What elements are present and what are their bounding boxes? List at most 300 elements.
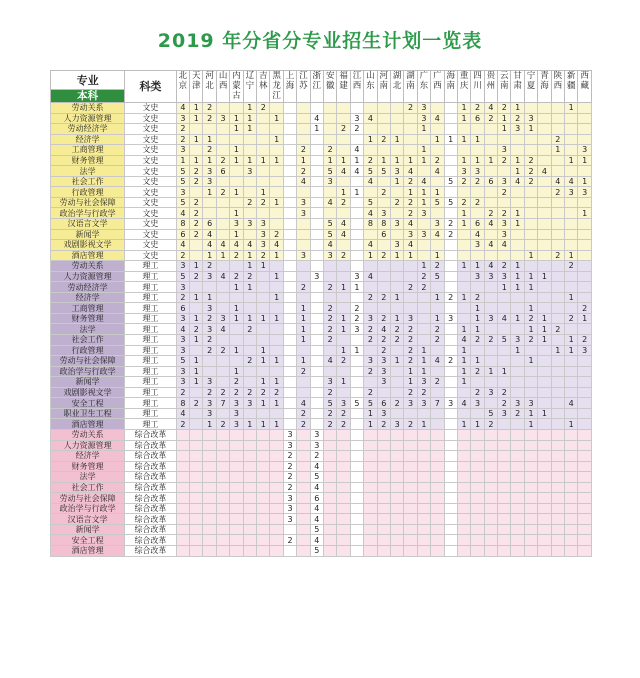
- quota-cell: 3: [417, 377, 430, 388]
- quota-cell: 4: [471, 229, 484, 240]
- province-char: 甘: [513, 71, 522, 81]
- quota-cell: 3: [511, 335, 524, 346]
- quota-cell: [270, 219, 283, 230]
- category-name: 理工: [125, 387, 177, 398]
- quota-cell: [511, 145, 524, 156]
- quota-cell: [310, 134, 323, 145]
- quota-cell: 2: [390, 335, 403, 346]
- quota-cell: 2: [471, 335, 484, 346]
- province-char: 北: [205, 81, 214, 91]
- quota-cell: 1: [498, 113, 511, 124]
- quota-cell: [324, 134, 337, 145]
- quota-cell: 1: [511, 313, 524, 324]
- province-header: [377, 71, 390, 103]
- quota-cell: [417, 482, 430, 493]
- table-row: [51, 155, 592, 166]
- quota-cell: [364, 187, 377, 198]
- quota-cell: [538, 419, 551, 430]
- quota-cell: [230, 197, 243, 208]
- quota-cell: [498, 545, 511, 556]
- quota-cell: [431, 472, 444, 483]
- quota-cell: [471, 524, 484, 535]
- major-name: 人力资源管理: [51, 113, 125, 124]
- quota-cell: [404, 292, 417, 303]
- quota-cell: [578, 440, 592, 451]
- quota-cell: 1: [565, 345, 578, 356]
- quota-cell: [257, 113, 270, 124]
- province-header: [404, 71, 417, 103]
- quota-cell: [257, 208, 270, 219]
- quota-cell: [283, 292, 296, 303]
- quota-cell: 3: [203, 377, 216, 388]
- quota-cell: [203, 197, 216, 208]
- quota-cell: [364, 524, 377, 535]
- quota-cell: 3: [283, 493, 296, 504]
- quota-cell: [216, 524, 229, 535]
- quota-cell: [243, 472, 256, 483]
- quota-cell: 2: [176, 387, 189, 398]
- quota-cell: [565, 366, 578, 377]
- quota-cell: [565, 219, 578, 230]
- quota-cell: 2: [551, 134, 564, 145]
- quota-cell: [431, 240, 444, 251]
- quota-cell: [538, 240, 551, 251]
- quota-cell: [390, 451, 403, 462]
- quota-cell: [270, 440, 283, 451]
- quota-cell: [484, 440, 497, 451]
- quota-cell: 1: [190, 103, 203, 114]
- quota-cell: 4: [565, 176, 578, 187]
- quota-cell: 2: [404, 197, 417, 208]
- quota-cell: 1: [230, 113, 243, 124]
- province-char: 吉: [258, 71, 268, 81]
- quota-cell: [203, 440, 216, 451]
- quota-cell: [377, 176, 390, 187]
- quota-cell: [297, 535, 310, 546]
- quota-cell: [324, 208, 337, 219]
- quota-cell: 3: [417, 208, 430, 219]
- quota-cell: 2: [364, 366, 377, 377]
- quota-cell: [484, 514, 497, 525]
- quota-cell: [310, 208, 323, 219]
- quota-cell: [337, 387, 350, 398]
- quota-cell: [283, 187, 296, 198]
- quota-cell: [337, 240, 350, 251]
- quota-cell: 3: [498, 219, 511, 230]
- province-char: 贵: [486, 71, 496, 81]
- quota-cell: [350, 197, 363, 208]
- quota-cell: [203, 356, 216, 367]
- quota-cell: 1: [511, 345, 524, 356]
- quota-cell: [565, 503, 578, 514]
- quota-cell: [270, 261, 283, 272]
- province-char: 林: [258, 81, 268, 91]
- quota-cell: 2: [565, 313, 578, 324]
- quota-cell: [310, 176, 323, 187]
- quota-cell: 3: [176, 145, 189, 156]
- quota-cell: [350, 545, 363, 556]
- major-name: 戏剧影视文学: [51, 240, 125, 251]
- quota-cell: 2: [431, 324, 444, 335]
- quota-cell: [578, 124, 592, 135]
- quota-cell: [498, 461, 511, 472]
- quota-cell: 4: [417, 176, 430, 187]
- quota-cell: [216, 261, 229, 272]
- province-char: 川: [473, 81, 482, 91]
- quota-cell: [444, 303, 457, 314]
- quota-cell: 2: [324, 387, 337, 398]
- quota-cell: [377, 271, 390, 282]
- quota-cell: [283, 313, 296, 324]
- province-char: 龙: [272, 81, 281, 91]
- major-name: 新闻学: [51, 377, 125, 388]
- quota-cell: 1: [270, 377, 283, 388]
- quota-cell: 5: [176, 176, 189, 187]
- quota-cell: [270, 493, 283, 504]
- quota-cell: [498, 451, 511, 462]
- province-char: 山: [366, 71, 375, 81]
- quota-cell: 2: [498, 208, 511, 219]
- quota-cell: [431, 440, 444, 451]
- province-header: [471, 71, 484, 103]
- quota-cell: [484, 429, 497, 440]
- quota-cell: 5: [176, 197, 189, 208]
- quota-cell: [484, 282, 497, 293]
- quota-cell: 1: [230, 345, 243, 356]
- quota-cell: 1: [190, 377, 203, 388]
- quota-cell: 2: [324, 408, 337, 419]
- quota-cell: [243, 440, 256, 451]
- quota-cell: [190, 472, 203, 483]
- quota-cell: 2: [176, 124, 189, 135]
- quota-cell: [498, 482, 511, 493]
- quota-cell: 2: [350, 303, 363, 314]
- quota-cell: [203, 503, 216, 514]
- table-row: [51, 366, 592, 377]
- quota-cell: [216, 303, 229, 314]
- quota-cell: [283, 261, 296, 272]
- quota-cell: [524, 503, 537, 514]
- quota-cell: [377, 303, 390, 314]
- major-name: 政治学与行政学: [51, 208, 125, 219]
- quota-cell: 1: [310, 124, 323, 135]
- quota-cell: [565, 356, 578, 367]
- quota-cell: [578, 472, 592, 483]
- quota-cell: [457, 493, 470, 504]
- quota-cell: [431, 408, 444, 419]
- quota-cell: [216, 493, 229, 504]
- quota-cell: 2: [203, 335, 216, 346]
- quota-cell: [538, 451, 551, 462]
- quota-cell: [270, 124, 283, 135]
- quota-cell: 4: [176, 324, 189, 335]
- quota-cell: 6: [377, 229, 390, 240]
- quota-cell: 3: [377, 366, 390, 377]
- quota-cell: 1: [203, 292, 216, 303]
- quota-cell: [324, 451, 337, 462]
- quota-cell: 4: [203, 229, 216, 240]
- quota-cell: 1: [524, 250, 537, 261]
- quota-cell: [364, 514, 377, 525]
- quota-cell: [216, 219, 229, 230]
- quota-cell: [176, 514, 189, 525]
- quota-cell: [257, 292, 270, 303]
- quota-cell: 4: [176, 103, 189, 114]
- major-name: 职业卫生工程: [51, 408, 125, 419]
- quota-cell: [350, 429, 363, 440]
- quota-cell: 2: [337, 250, 350, 261]
- quota-cell: [390, 387, 403, 398]
- quota-cell: [364, 482, 377, 493]
- quota-cell: [390, 113, 403, 124]
- quota-cell: [444, 124, 457, 135]
- table-row: [51, 134, 592, 145]
- quota-cell: [337, 535, 350, 546]
- quota-cell: [471, 461, 484, 472]
- category-name: 综合改革: [125, 535, 177, 546]
- quota-cell: [457, 187, 470, 198]
- quota-cell: [377, 197, 390, 208]
- category-name: 文史: [125, 208, 177, 219]
- province-header: [431, 71, 444, 103]
- benke-label: 本科: [51, 90, 125, 103]
- quota-cell: [551, 535, 564, 546]
- quota-cell: 1: [578, 313, 592, 324]
- quota-cell: 7: [216, 398, 229, 409]
- quota-cell: 2: [377, 313, 390, 324]
- quota-cell: [457, 303, 470, 314]
- quota-cell: [471, 503, 484, 514]
- province-header: [538, 71, 551, 103]
- quota-cell: [337, 451, 350, 462]
- quota-cell: [471, 408, 484, 419]
- quota-cell: [551, 356, 564, 367]
- quota-cell: 4: [431, 229, 444, 240]
- quota-cell: [216, 429, 229, 440]
- quota-cell: [216, 514, 229, 525]
- quota-cell: 3: [364, 313, 377, 324]
- quota-cell: [444, 451, 457, 462]
- quota-cell: [457, 145, 470, 156]
- quota-cell: [243, 377, 256, 388]
- quota-cell: [511, 197, 524, 208]
- quota-cell: 1: [471, 303, 484, 314]
- quota-cell: [498, 292, 511, 303]
- quota-cell: 3: [176, 187, 189, 198]
- quota-cell: [283, 366, 296, 377]
- quota-cell: [216, 451, 229, 462]
- province-char: 建: [339, 81, 348, 91]
- quota-cell: 4: [431, 356, 444, 367]
- province-char: 庆: [459, 81, 469, 91]
- quota-cell: [498, 356, 511, 367]
- quota-cell: [297, 187, 310, 198]
- category-header: 科类: [125, 71, 177, 103]
- quota-cell: [444, 535, 457, 546]
- table-row: [51, 514, 592, 525]
- quota-cell: [364, 429, 377, 440]
- quota-cell: 2: [364, 292, 377, 303]
- major-name: 经济学: [51, 134, 125, 145]
- table-row: [51, 535, 592, 546]
- quota-cell: 4: [484, 219, 497, 230]
- quota-cell: 2: [444, 356, 457, 367]
- quota-cell: [404, 113, 417, 124]
- quota-cell: 1: [471, 324, 484, 335]
- quota-cell: [350, 408, 363, 419]
- quota-cell: [511, 303, 524, 314]
- quota-cell: 1: [524, 303, 537, 314]
- quota-cell: 2: [390, 398, 403, 409]
- province-char: 安: [325, 71, 335, 81]
- quota-cell: 8: [377, 219, 390, 230]
- quota-cell: [551, 261, 564, 272]
- quota-cell: [324, 261, 337, 272]
- quota-cell: 1: [484, 155, 497, 166]
- quota-cell: 4: [176, 208, 189, 219]
- quota-cell: [337, 440, 350, 451]
- major-name: 汉语言文学: [51, 219, 125, 230]
- quota-cell: [471, 187, 484, 198]
- quota-cell: 2: [364, 155, 377, 166]
- quota-cell: 1: [203, 250, 216, 261]
- quota-cell: 3: [524, 113, 537, 124]
- quota-cell: [257, 503, 270, 514]
- quota-cell: 6: [471, 113, 484, 124]
- quota-cell: 3: [524, 398, 537, 409]
- quota-cell: [310, 366, 323, 377]
- quota-cell: [484, 545, 497, 556]
- quota-cell: [551, 493, 564, 504]
- quota-cell: [190, 145, 203, 156]
- quota-cell: [324, 113, 337, 124]
- quota-cell: [524, 451, 537, 462]
- quota-cell: [565, 324, 578, 335]
- quota-cell: [551, 545, 564, 556]
- quota-cell: [457, 461, 470, 472]
- quota-cell: [350, 514, 363, 525]
- quota-cell: 2: [216, 155, 229, 166]
- quota-cell: 3: [203, 271, 216, 282]
- quota-cell: 1: [431, 313, 444, 324]
- category-name: 文史: [125, 197, 177, 208]
- quota-cell: 2: [364, 335, 377, 346]
- quota-cell: [364, 145, 377, 156]
- quota-cell: 2: [524, 176, 537, 187]
- quota-cell: [297, 124, 310, 135]
- quota-cell: [578, 229, 592, 240]
- quota-cell: [377, 524, 390, 535]
- quota-cell: [283, 271, 296, 282]
- quota-cell: [216, 408, 229, 419]
- quota-cell: 2: [190, 166, 203, 177]
- quota-cell: [203, 429, 216, 440]
- quota-cell: 4: [538, 166, 551, 177]
- quota-cell: [578, 366, 592, 377]
- quota-cell: [551, 124, 564, 135]
- quota-cell: [297, 261, 310, 272]
- quota-cell: [243, 451, 256, 462]
- quota-cell: 3: [283, 429, 296, 440]
- quota-cell: [203, 282, 216, 293]
- quota-cell: 2: [297, 408, 310, 419]
- quota-cell: 4: [310, 461, 323, 472]
- quota-cell: 2: [444, 219, 457, 230]
- table-row: [51, 493, 592, 504]
- major-name: 政治学与行政学: [51, 366, 125, 377]
- quota-cell: [578, 535, 592, 546]
- quota-cell: 1: [377, 155, 390, 166]
- quota-cell: [511, 472, 524, 483]
- province-header: [176, 71, 189, 103]
- quota-cell: [484, 377, 497, 388]
- quota-cell: [337, 208, 350, 219]
- quota-cell: [190, 345, 203, 356]
- quota-cell: [484, 250, 497, 261]
- quota-cell: 3: [257, 240, 270, 251]
- quota-cell: [257, 324, 270, 335]
- quota-cell: [203, 461, 216, 472]
- quota-cell: 2: [524, 313, 537, 324]
- quota-cell: [578, 356, 592, 367]
- quota-cell: [578, 408, 592, 419]
- quota-cell: [538, 503, 551, 514]
- quota-cell: [176, 545, 189, 556]
- quota-cell: [364, 261, 377, 272]
- quota-cell: [498, 429, 511, 440]
- table-row: [51, 377, 592, 388]
- quota-cell: [390, 345, 403, 356]
- quota-cell: [216, 197, 229, 208]
- quota-cell: [257, 524, 270, 535]
- quota-cell: 1: [297, 356, 310, 367]
- quota-cell: [337, 493, 350, 504]
- category-name: 文史: [125, 145, 177, 156]
- quota-cell: [578, 451, 592, 462]
- province-char: 湖: [406, 71, 415, 81]
- quota-cell: [190, 250, 203, 261]
- quota-cell: [565, 451, 578, 462]
- quota-cell: [390, 545, 403, 556]
- quota-cell: [324, 366, 337, 377]
- quota-cell: 5: [176, 356, 189, 367]
- quota-cell: 2: [511, 113, 524, 124]
- quota-cell: 4: [404, 240, 417, 251]
- quota-cell: 1: [270, 134, 283, 145]
- province-char: 藏: [580, 81, 589, 91]
- province-char: 北: [392, 81, 402, 91]
- quota-cell: [511, 461, 524, 472]
- quota-cell: 5: [431, 271, 444, 282]
- quota-cell: 1: [524, 282, 537, 293]
- quota-cell: 1: [257, 356, 270, 367]
- quota-cell: [417, 503, 430, 514]
- quota-cell: [337, 366, 350, 377]
- quota-cell: [484, 503, 497, 514]
- quota-cell: 2: [471, 366, 484, 377]
- quota-cell: [457, 514, 470, 525]
- province-header: [565, 71, 578, 103]
- quota-cell: 2: [350, 313, 363, 324]
- quota-cell: [417, 451, 430, 462]
- quota-cell: [498, 377, 511, 388]
- quota-cell: [511, 493, 524, 504]
- quota-cell: [390, 145, 403, 156]
- quota-cell: 2: [190, 197, 203, 208]
- quota-cell: 1: [257, 377, 270, 388]
- quota-cell: 4: [457, 335, 470, 346]
- quota-cell: 2: [431, 335, 444, 346]
